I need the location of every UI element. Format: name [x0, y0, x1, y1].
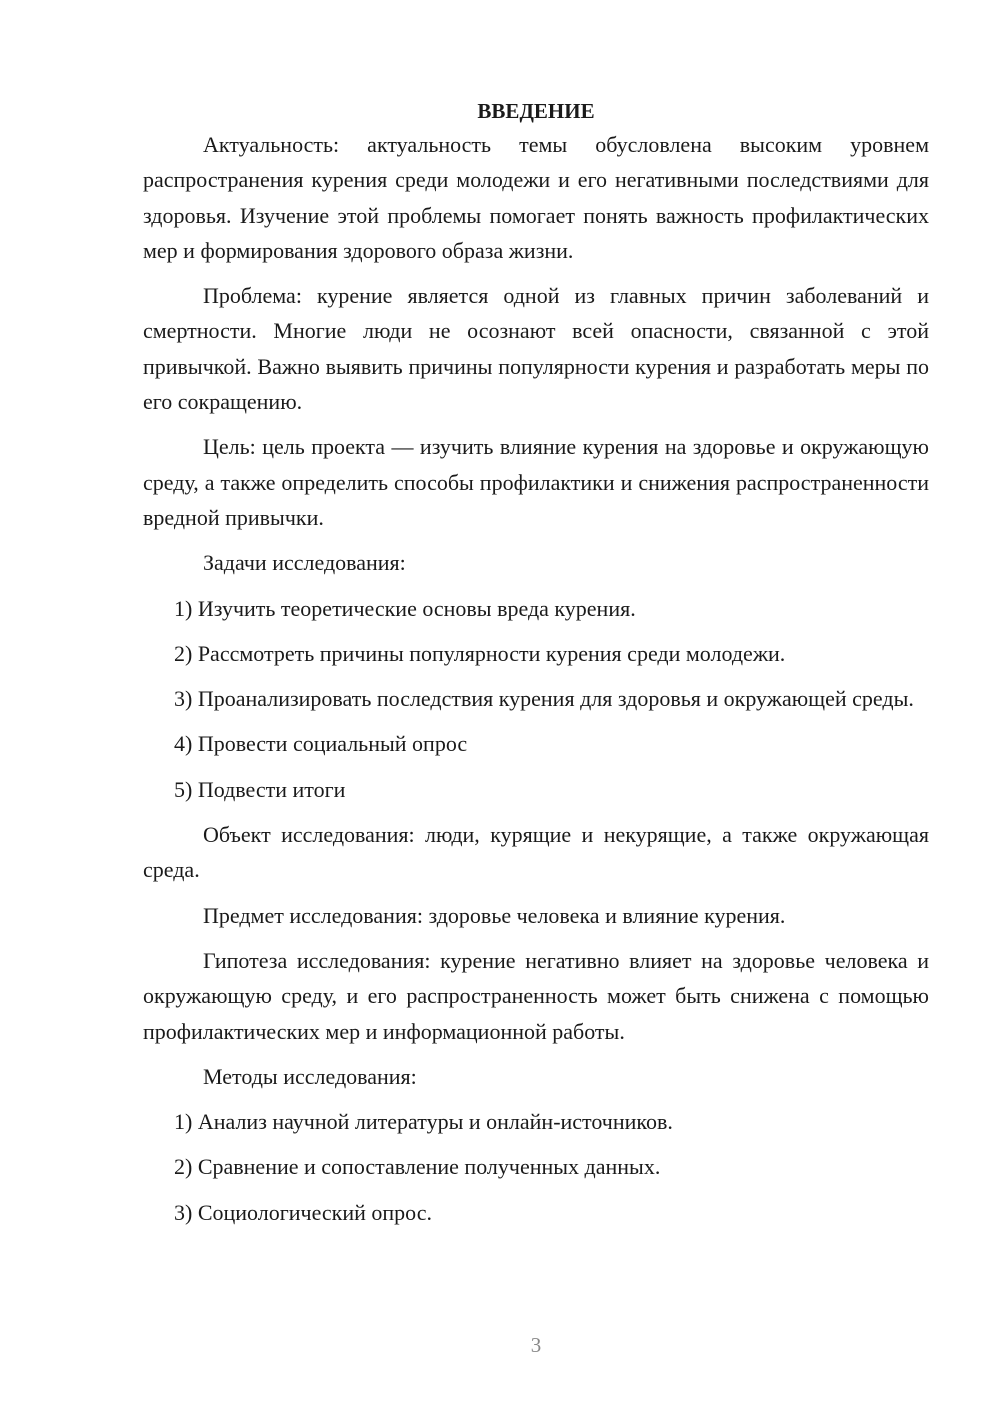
task-item: 2) Рассмотреть причины популярности курения среди молодежи.	[174, 640, 786, 666]
methods-heading: Методы исследования:	[203, 1063, 417, 1089]
task-item: 3) Проанализировать последствия курения для здоровья и окружающей среды.	[174, 686, 914, 712]
relevance-paragraph: Актуальность: актуальность темы обусловлена высоким уровнем распространения курения среди молодежи и его негативными последствиями для здоровья. Изучение этой проблемы помогает понять важность профилактических мер и формирования здорового образа жизни.	[143, 132, 929, 263]
tasks-heading: Задачи исследования:	[203, 550, 406, 576]
task-item: 4) Провести социальный опрос	[174, 731, 468, 757]
subject-paragraph: Предмет исследования: здоровье человека и влияние курения.	[203, 902, 786, 928]
page-title: ВВЕДЕНИЕ	[477, 99, 595, 123]
page-number: 3	[530, 1333, 542, 1357]
document-page	[143, 96, 929, 1230]
hypothesis-paragraph: Гипотеза исследования: курение негативно влияет на здоровье человека и окружающую среду, и его распространенность может быть снижена с помощью профилактических мер и информационной работы.	[143, 947, 929, 1044]
method-item: 3) Социологический опрос.	[174, 1199, 432, 1225]
method-item: 1) Анализ научной литературы и онлайн-источников.	[174, 1109, 673, 1135]
object-paragraph: Объект исследования: люди, курящие и некурящие, а также окружающая среда.	[143, 822, 929, 883]
task-item: 5) Подвести итоги	[174, 776, 346, 802]
problem-paragraph: Проблема: курение является одной из главных причин заболеваний и смертности. Многие люди не осознают всей опасности, связанной с этой привычкой. Важно выявить причины популярности курения и разработать меры по его сокращению.	[143, 283, 929, 415]
method-item: 2) Сравнение и сопоставление полученных данных.	[174, 1154, 661, 1180]
task-item: 1) Изучить теоретические основы вреда курения.	[174, 595, 636, 621]
goal-paragraph: Цель: цель проекта — изучить влияние курения на здоровье и окружающую среду, а также определить способы профилактики и снижения распространенности вредной привычки.	[143, 434, 929, 530]
